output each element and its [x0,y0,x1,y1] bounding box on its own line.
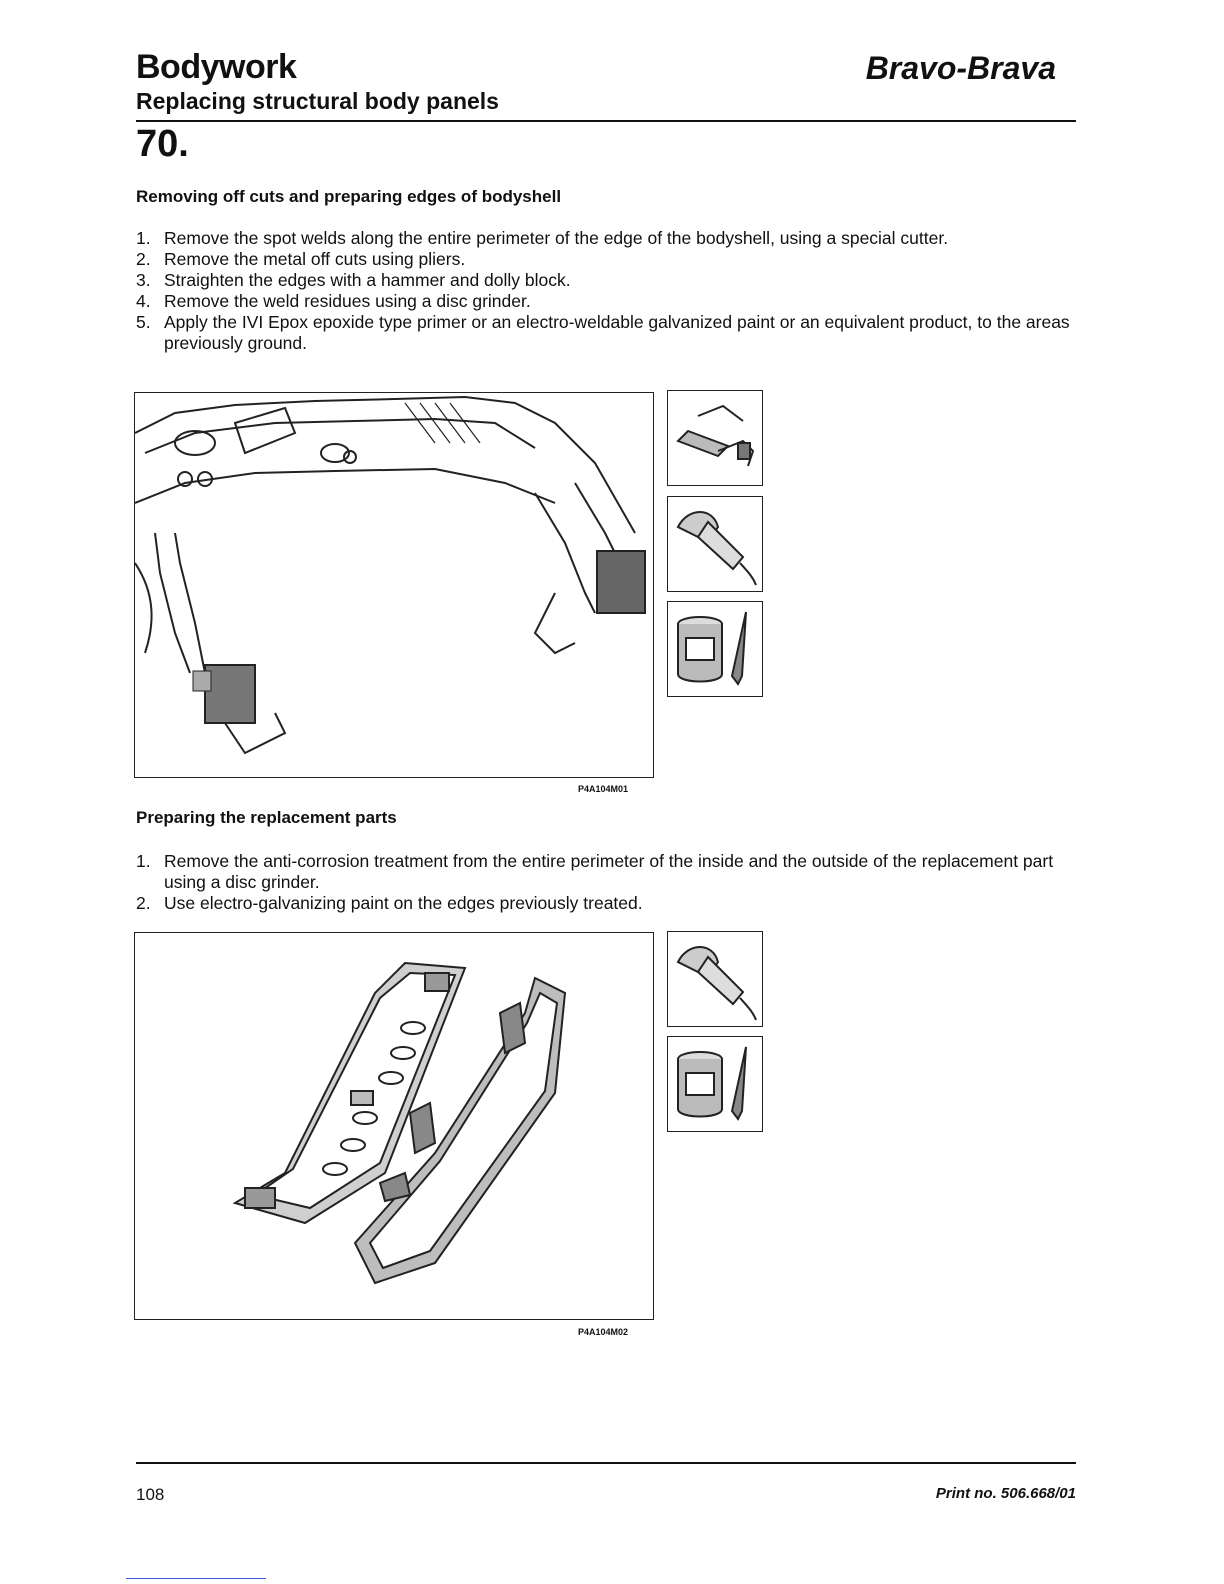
list-item: 4. Remove the weld residues using a disc grinder. [136,291,531,311]
print-number: Print no. 506.668/01 [935,1485,1076,1502]
list-item: 1. Remove the anti-corrosion treatment from the entire perimeter of the inside and the outside of the replacement part using a disc grinder. [136,851,1054,892]
replacement-parts-figure [134,932,654,1320]
bottom-edge-line [126,1578,266,1579]
section-number: 70. [136,123,189,165]
header-rule [136,120,1076,122]
disc-grinder-icon [667,496,763,592]
bodyshell-drawing [135,393,653,777]
page-subtitle: Replacing structural body panels [136,88,499,114]
section1-steps [136,228,1076,354]
paint-can-brush-icon [667,1036,763,1132]
section1-heading: Removing off cuts and preparing edges of bodyshell [136,187,562,206]
list-item: 5. Apply the IVI Epox epoxide type primer or an electro-weldable galvanized paint or an equivalent product, to the areas previously ground. [136,312,1070,353]
bodyshell-figure [134,392,654,778]
disc-grinder-icon [667,931,763,1027]
page-number: 108 [136,1485,165,1504]
brand-name: Bravo-Brava [865,50,1056,86]
figure2-caption: P4A104M02 [578,1327,629,1337]
list-item: 1. Remove the spot welds along the entire perimeter of the edge of the bodyshell, using a special cutter. [136,228,949,248]
page-title: Bodywork [136,48,297,86]
list-item: 3. Straighten the edges with a hammer and dolly block. [136,270,571,290]
list-item: 2. Use electro-galvanizing paint on the edges previously treated. [136,893,643,913]
list-item: 2. Remove the metal off cuts using pliers. [136,249,466,269]
spot-weld-cutter-icon [667,390,763,486]
replacement-parts-drawing [135,933,653,1319]
footer-rule [136,1462,1076,1464]
section2-heading: Preparing the replacement parts [136,808,397,827]
paint-can-brush-icon [667,601,763,697]
figure1-caption: P4A104M01 [578,784,629,794]
section2-steps [136,851,1076,914]
